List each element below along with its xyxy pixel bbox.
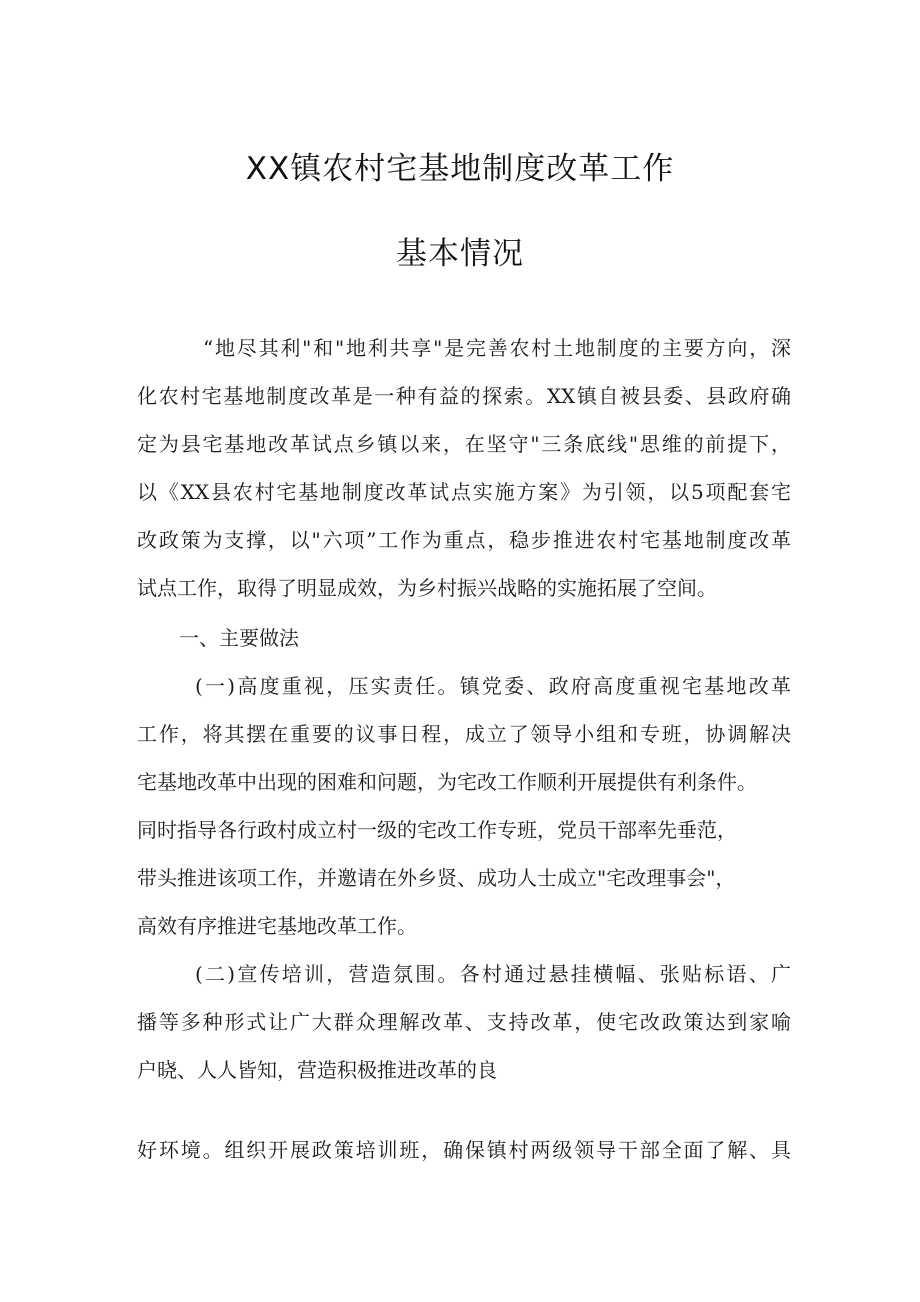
paragraph-2-line-2: 工作，将其摆在重要的议事日程，成立了领导小组和专班，协调解决: [137, 722, 791, 746]
paragraph-2-line-1: (一)高度重视，压实责任。镇党委、政府高度重视宅基地改革: [195, 674, 791, 698]
paragraph-1-line-2: 化农村宅基地制度改革是一种有益的探索。XX镇自被县委、县政府确: [137, 384, 791, 408]
paragraph-1-line-1: “地尽其利"和"地利共享"是完善农村土地制度的主要方向，深: [203, 336, 791, 360]
paragraph-3-line-3: 户晓、人人皆知，营造积极推进改革的良: [137, 1058, 497, 1082]
document-title-line-2: 基本情况: [396, 236, 524, 272]
paragraph-3-line-4: 好环境。组织开展政策培训班，确保镇村两级领导干部全面了解、具: [137, 1138, 791, 1162]
paragraph-2-line-4: 同时指导各行政村成立村一级的宅改工作专班，党员干部率先垂范，: [137, 818, 737, 842]
document-title-line-1: XX镇农村宅基地制度改革工作: [245, 151, 675, 187]
paragraph-1-line-3: 定为县宅基地改革试点乡镇以来，在坚守"三条底线"思维的前提下，: [137, 432, 791, 456]
section-heading-main-practices: 一、主要做法: [179, 626, 299, 650]
paragraph-2-line-5: 带头推进该项工作，并邀请在外乡贤、成功人士成立"宅改理事会"，: [137, 866, 736, 890]
paragraph-1-line-5: 改政策为支撑，以"六项”工作为重点，稳步推进农村宅基地制度改革: [137, 528, 791, 552]
paragraph-1-line-6: 试点工作，取得了明显成效，为乡村振兴战略的实施拓展了空间。: [137, 576, 717, 600]
paragraph-2-line-3: 宅基地改革中出现的困难和问题，为宅改工作顺利开展提供有利条件。: [137, 770, 757, 794]
paragraph-2-line-6: 高效有序推进宅基地改革工作。: [137, 914, 417, 938]
paragraph-3-line-2: 播等多种形式让广大群众理解改革、支持改革，使宅改政策达到家喻: [137, 1010, 791, 1034]
paragraph-3-line-1: (二)宣传培训，营造氛围。各村通过悬挂横幅、张贴标语、广: [195, 962, 791, 986]
paragraph-1-line-4: 以《XX县农村宅基地制度改革试点实施方案》为引领，以5项配套宅: [137, 480, 791, 504]
